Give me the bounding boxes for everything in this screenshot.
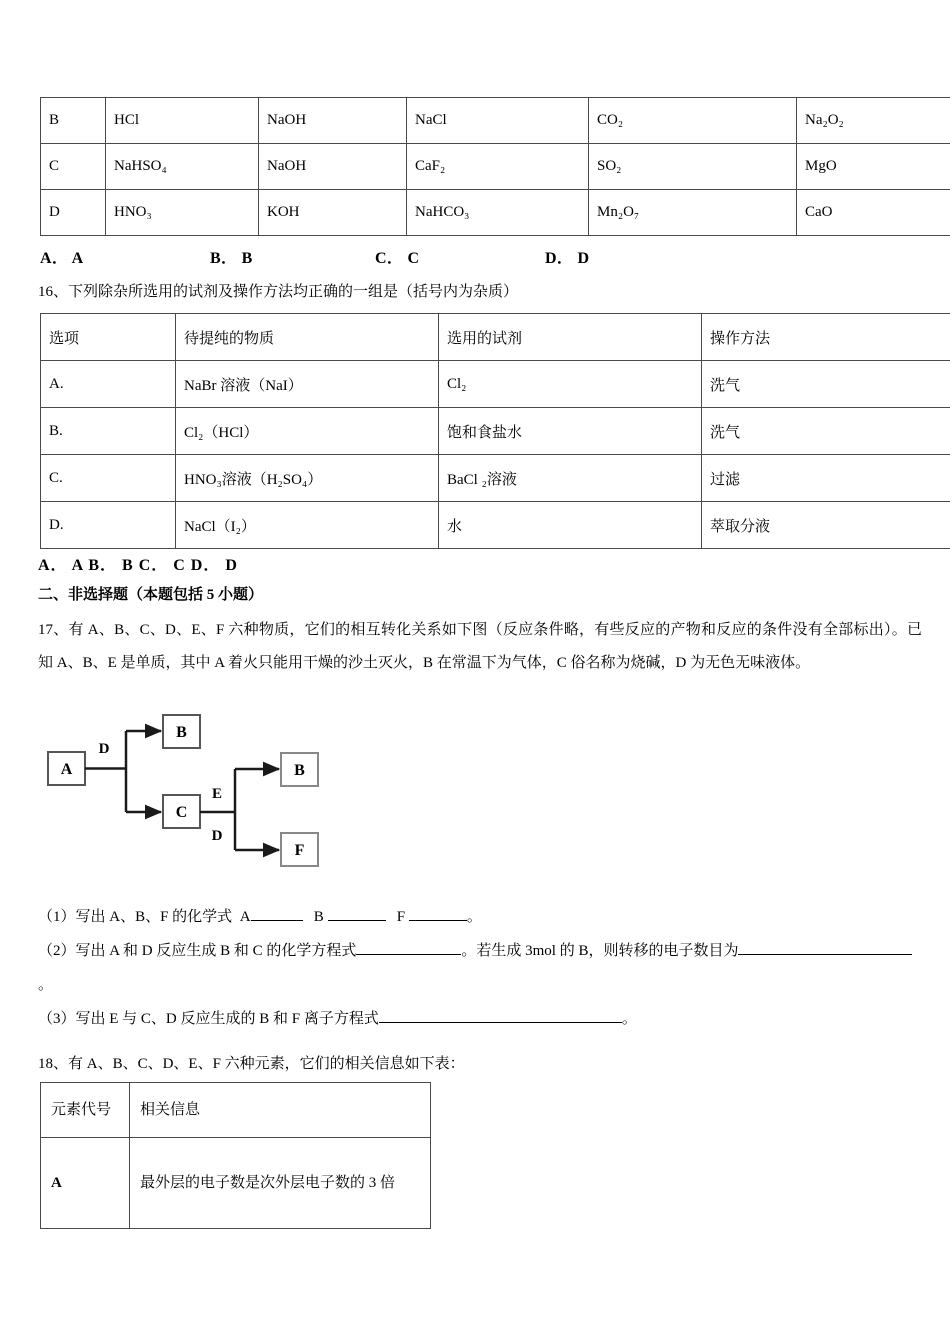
- question-17-subparts: [38, 900, 922, 1036]
- part2-blank-electrons[interactable]: [738, 939, 898, 955]
- table-row: [41, 361, 950, 408]
- cell-reagent: 饱和食盐水: [439, 408, 702, 455]
- table-header-row: [41, 314, 950, 361]
- part2-blank-equation[interactable]: [356, 939, 461, 955]
- question-18-stem: 18、有 A、B、C、D、E、F 六种元素，它们的相关信息如下表：: [38, 1056, 465, 1072]
- part1-label-b: B: [313, 909, 324, 925]
- cell-option: D: [41, 190, 106, 236]
- part1-blank-b[interactable]: [328, 905, 386, 921]
- answer-choice-d[interactable]: D． D: [545, 250, 590, 267]
- table-row: [41, 1138, 431, 1229]
- diagram-node-b1-label: B: [176, 724, 187, 741]
- part3-blank-ionic-equation[interactable]: [379, 1007, 622, 1023]
- part1-label-a: A: [239, 909, 251, 925]
- table-row: [41, 190, 950, 236]
- cell-option: D.: [41, 502, 176, 549]
- cell-acid: HNO₃: [106, 190, 259, 236]
- cell-acid: HCl: [106, 98, 259, 144]
- header-element-info: 相关信息: [130, 1083, 431, 1138]
- table-row: [41, 502, 950, 549]
- cell-option: A.: [41, 361, 176, 408]
- cell-oxide-b: MgO: [797, 144, 950, 190]
- part3-period: 。: [621, 1011, 637, 1027]
- part3-prefix: （3）写出 E 与 C、D 反应生成的 B 和 F 离子方程式: [38, 1011, 379, 1027]
- question-17-part-1: [38, 900, 922, 934]
- table-row: [41, 144, 950, 190]
- diagram-node-a-label: A: [60, 761, 73, 778]
- cell-method: 过滤: [702, 455, 950, 502]
- header-method: 操作方法: [702, 314, 950, 361]
- options-comparison-table: [40, 97, 950, 236]
- header-substance: 待提纯的物质: [176, 314, 439, 361]
- cell-option: C.: [41, 455, 176, 502]
- cell-reagent: BaCl ₂溶液: [439, 455, 702, 502]
- part1-blank-a[interactable]: [251, 905, 303, 921]
- diagram-edge-label-d-left: D: [98, 741, 110, 757]
- table-row: [41, 455, 950, 502]
- question-16-answer-choices[interactable]: A． A B． B C． C D． D: [38, 557, 238, 574]
- cell-salt: NaCl: [407, 98, 589, 144]
- question-15-answer-choices: [40, 245, 910, 268]
- diagram-edge-label-d-right: D: [211, 828, 223, 844]
- cell-method: 萃取分液: [702, 502, 950, 549]
- cell-base: NaOH: [259, 144, 407, 190]
- cell-substance: NaBr 溶液（NaI）: [176, 361, 439, 408]
- cell-substance: HNO₃溶液（H₂SO₄）: [176, 455, 439, 502]
- question-16-stem: 16、下列除杂所选用的试剂及操作方法均正确的一组是（括号内为杂质）: [38, 284, 519, 300]
- cell-element-code: A: [41, 1138, 130, 1229]
- cell-base: KOH: [259, 190, 407, 236]
- table-row: [41, 98, 950, 144]
- cell-substance: NaCl（I₂）: [176, 502, 439, 549]
- question-17-stem: 17、有 A、B、C、D、E、F 六种物质，它们的相互转化关系如下图（反应条件略，有些反应的产物和反应的条件没有全部标出）。已知 A、B、E 是单质，其中 A 着火只能用干燥的沙土灭火，B 在常温下为气体，C 俗名称为烧碱，D 为无色无味液体。: [38, 622, 922, 671]
- part2-period: 。: [38, 977, 54, 993]
- cell-oxide-a: SO₂: [589, 144, 797, 190]
- header-reagent: 选用的试剂: [439, 314, 702, 361]
- cell-option: B.: [41, 408, 176, 455]
- cell-oxide-a: CO₂: [589, 98, 797, 144]
- part2-prefix: （2）写出 A 和 D 反应生成 B 和 C 的化学方程式: [38, 943, 357, 959]
- answer-choice-a[interactable]: A． A: [40, 250, 84, 267]
- question-17-part-2: [38, 934, 922, 1002]
- answer-choice-c[interactable]: C． C: [375, 250, 420, 267]
- header-element-code: 元素代号: [41, 1083, 130, 1138]
- cell-method: 洗气: [702, 408, 950, 455]
- part1-period: 。: [466, 909, 482, 925]
- diagram-edge-label-e: E: [211, 786, 223, 802]
- cell-method: 洗气: [702, 361, 950, 408]
- cell-option: C: [41, 144, 106, 190]
- impurity-removal-table: [40, 313, 950, 549]
- cell-reagent: Cl₂: [439, 361, 702, 408]
- cell-oxide-a: Mn₂O₇: [589, 190, 797, 236]
- cell-acid: NaHSO₄: [106, 144, 259, 190]
- table-row: [41, 408, 950, 455]
- cell-option: B: [41, 98, 106, 144]
- cell-reagent: 水: [439, 502, 702, 549]
- question-17-part-3: [38, 1002, 922, 1036]
- cell-oxide-b: Na₂O₂: [797, 98, 950, 144]
- part1-label-f: F: [396, 909, 406, 925]
- elements-information-table: [40, 1082, 431, 1229]
- answer-choice-b[interactable]: B． B: [210, 250, 253, 267]
- cell-oxide-b: CaO: [797, 190, 950, 236]
- diagram-svg: [38, 705, 378, 885]
- cell-element-info: 最外层的电子数是次外层电子数的 3 倍: [130, 1138, 431, 1229]
- part1-blank-f[interactable]: [409, 905, 467, 921]
- diagram-node-b2-label: B: [294, 762, 305, 779]
- part2-blank-electrons-wrap[interactable]: [898, 939, 912, 955]
- diagram-node-c-label: C: [175, 804, 188, 821]
- cell-salt: NaHCO₃: [407, 190, 589, 236]
- diagram-node-f-label: F: [294, 842, 305, 859]
- table-header-row: [41, 1083, 431, 1138]
- section-two-heading: 二、非选择题（本题包括 5 小题）: [38, 587, 264, 603]
- part2-middle: 。若生成 3mol 的 B，则转移的电子数目为: [461, 943, 739, 959]
- cell-base: NaOH: [259, 98, 407, 144]
- cell-substance: Cl₂（HCl）: [176, 408, 439, 455]
- part1-prefix: （1）写出 A、B、F 的化学式: [38, 909, 233, 925]
- header-option: 选项: [41, 314, 176, 361]
- question-17-transformation-diagram: [38, 705, 378, 885]
- cell-salt: CaF₂: [407, 144, 589, 190]
